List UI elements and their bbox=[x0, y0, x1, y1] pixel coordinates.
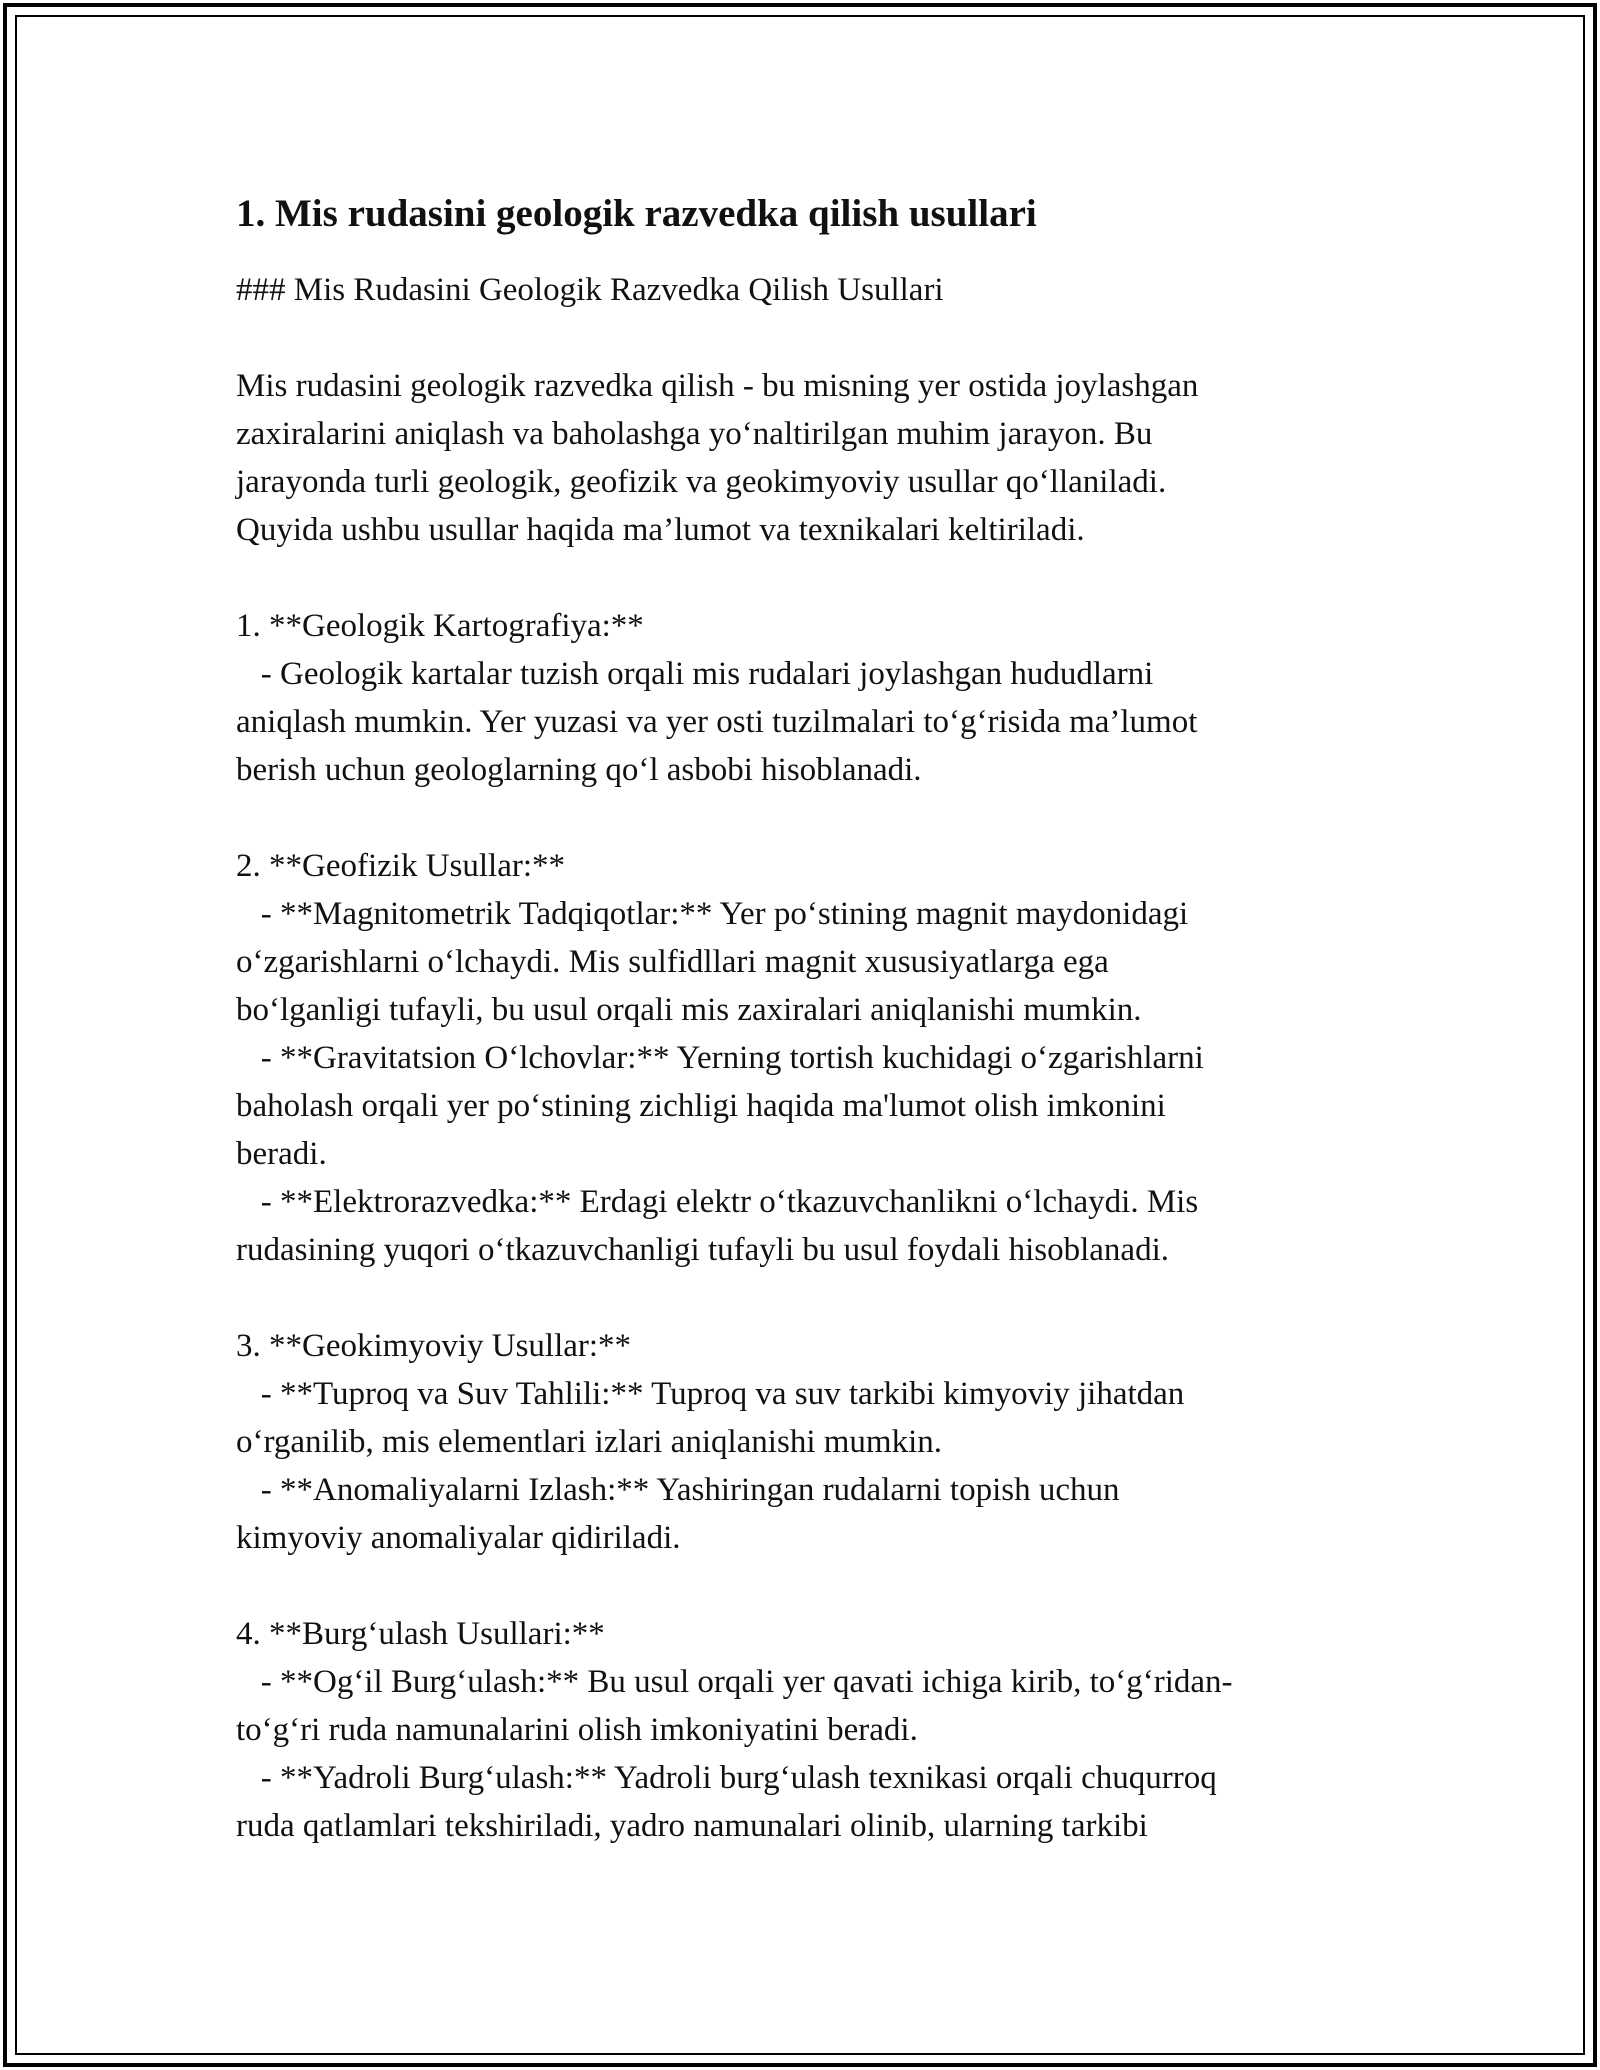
blank-line bbox=[236, 314, 1356, 362]
text-line: - **Gravitatsion O‘lchovlar:** Yerning tortish kuchidagi o‘zgarishlarni bbox=[236, 1040, 1204, 1076]
text-line: - **Elektrorazvedka:** Erdagi elektr o‘tkazuvchanlikni o‘lchaydi. Mis bbox=[236, 1184, 1199, 1220]
text-line: - **Yadroli Burg‘ulash:** Yadroli burg‘ulash texnikasi orqali chuqurroq bbox=[236, 1760, 1217, 1796]
text-line: - **Tuproq va Suv Tahlili:** Tuproq va suv tarkibi kimyoviy jihatdan bbox=[236, 1376, 1185, 1412]
text-line: Mis rudasini geologik razvedka qilish - bu misning yer ostida joylashgan bbox=[236, 368, 1199, 404]
blank-line bbox=[236, 554, 1356, 602]
text-line: - Geologik kartalar tuzish orqali mis rudalari joylashgan hududlarni bbox=[236, 656, 1154, 692]
text-line: 2. **Geofizik Usullar:** bbox=[236, 848, 566, 884]
text-line: bo‘lganligi tufayli, bu usul orqali mis zaxiralari aniqlanishi mumkin. bbox=[236, 992, 1142, 1028]
text-line: 1. **Geologik Kartografiya:** bbox=[236, 608, 644, 644]
text-line: berish uchun geologlarning qo‘l asbobi hisoblanadi. bbox=[236, 752, 922, 788]
text-line: rudasining yuqori o‘tkazuvchanligi tufayli bu usul foydali hisoblanadi. bbox=[236, 1232, 1169, 1268]
document-body bbox=[236, 188, 1356, 1850]
text-line: - **Magnitometrik Tadqiqotlar:** Yer po‘stining magnit maydonidagi bbox=[236, 896, 1189, 932]
text-line: 3. **Geokimyoviy Usullar:** bbox=[236, 1328, 632, 1364]
blank-line bbox=[236, 1274, 1356, 1322]
text-line: beradi. bbox=[236, 1136, 327, 1172]
text-line: - **Og‘il Burg‘ulash:** Bu usul orqali yer qavati ichiga kirib, to‘g‘ridan- bbox=[236, 1664, 1233, 1700]
blank-line bbox=[236, 794, 1356, 842]
text-line: to‘g‘ri ruda namunalarini olish imkoniyatini beradi. bbox=[236, 1712, 918, 1748]
text-line: zaxiralarini aniqlash va baholashga yo‘naltirilgan muhim jarayon. Bu bbox=[236, 416, 1153, 452]
text-line: baholash orqali yer po‘stining zichligi haqida ma'lumot olish imkonini bbox=[236, 1088, 1166, 1124]
text-line: Quyida ushbu usullar haqida ma’lumot va texnikalari keltiriladi. bbox=[236, 512, 1085, 548]
text-line: - **Anomaliyalarni Izlash:** Yashiringan rudalarni topish uchun bbox=[236, 1472, 1120, 1508]
text-line: o‘zgarishlarni o‘lchaydi. Mis sulfidllari magnit xususiyatlarga ega bbox=[236, 944, 1109, 980]
text-line: ruda qatlamlari tekshiriladi, yadro namunalari olinib, ularning tarkibi bbox=[236, 1808, 1148, 1844]
document-text bbox=[236, 266, 1356, 1850]
text-line: 4. **Burg‘ulash Usullari:** bbox=[236, 1616, 605, 1652]
document-title: 1. Mis rudasini geologik razvedka qilish usullari bbox=[236, 192, 1037, 235]
text-line: o‘rganilib, mis elementlari izlari aniqlanishi mumkin. bbox=[236, 1424, 942, 1460]
text-line: aniqlash mumkin. Yer yuzasi va yer osti tuzilmalari to‘g‘risida ma’lumot bbox=[236, 704, 1198, 740]
text-line: jarayonda turli geologik, geofizik va geokimyoviy usullar qo‘llaniladi. bbox=[236, 464, 1167, 500]
blank-line bbox=[236, 1562, 1356, 1610]
text-line: ### Mis Rudasini Geologik Razvedka Qilish Usullari bbox=[236, 272, 944, 308]
text-line: kimyoviy anomaliyalar qidiriladi. bbox=[236, 1520, 681, 1556]
